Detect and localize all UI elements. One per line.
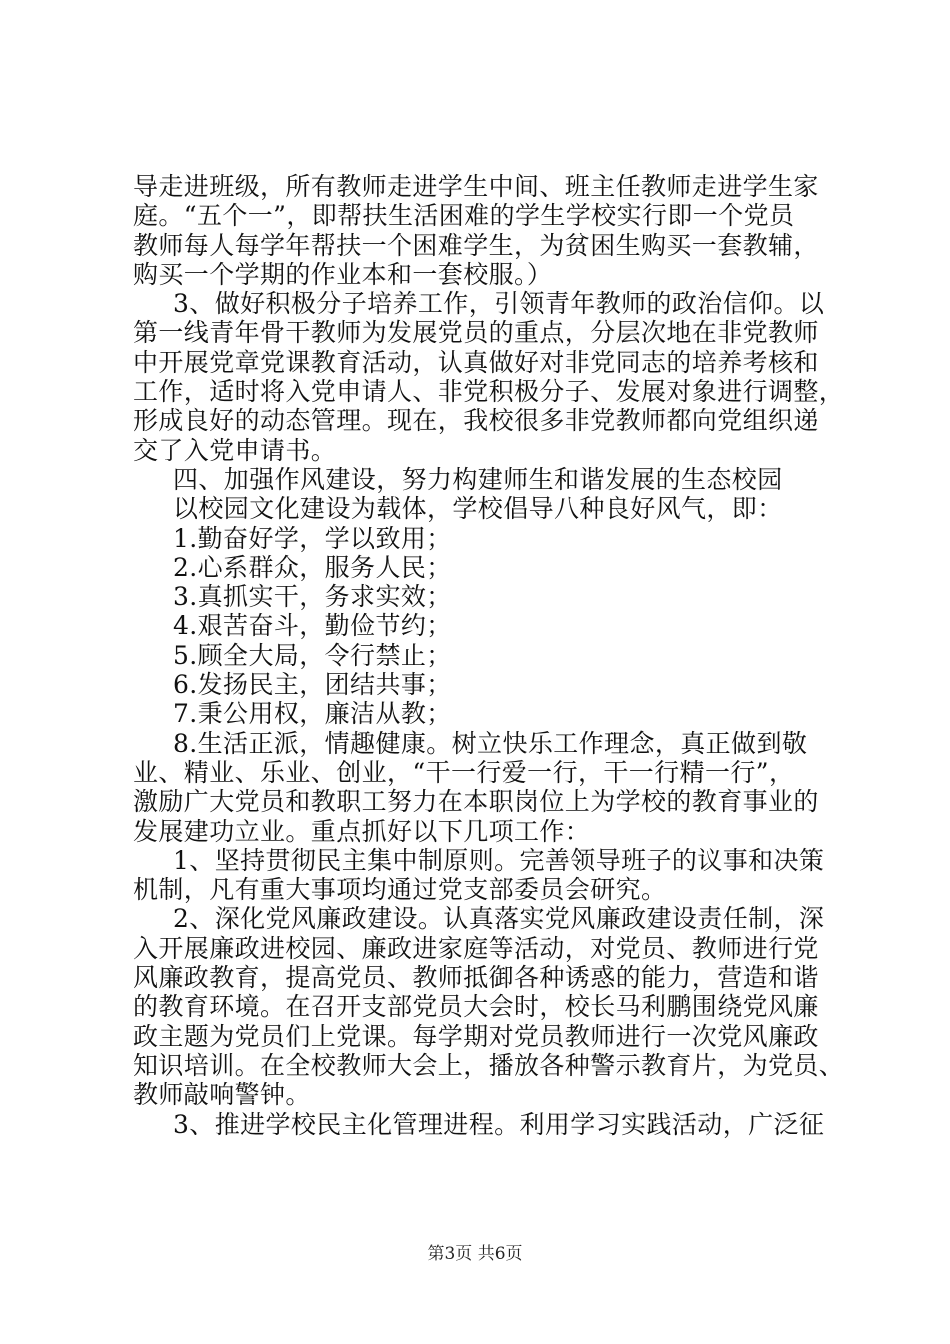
text-line: 中开展党章党课教育活动，认真做好对非党同志的培养考核和 xyxy=(133,347,819,377)
text-line: 风廉政教育，提高党员、教师抵御各种诱惑的能力，营造和谐 xyxy=(133,963,819,993)
text-line: 3、做好积极分子培养工作，引领青年教师的政治信仰。以 xyxy=(173,289,825,319)
text-line: 3、推进学校民主化管理进程。利用学习实践活动，广泛征 xyxy=(173,1109,825,1139)
text-line: 业、精业、乐业、创业，“干一行爱一行，干一行精一行”， xyxy=(133,757,795,787)
text-line: 购买一个学期的作业本和一套校服。） xyxy=(133,259,553,289)
text-line: 四、加强作风建设，努力构建师生和谐发展的生态校园 xyxy=(173,464,783,494)
text-line: 导走进班级，所有教师走进学生中间、班主任教师走进学生家 xyxy=(133,172,819,201)
text-line: 政主题为党员们上党课。每学期对党员教师进行一次党风廉政 xyxy=(133,1021,819,1051)
text-line: 5.顾全大局，令行禁止； xyxy=(173,640,452,670)
text-line: 3.真抓实干，务求实效； xyxy=(173,582,452,612)
text-line: 教师每人每学年帮扶一个困难学生，为贫困生购买一套教辅， xyxy=(133,230,819,260)
body-text xyxy=(133,172,845,1139)
text-line: 2.心系群众，服务人民； xyxy=(173,552,452,582)
text-line: 交了入党申请书。 xyxy=(133,435,337,465)
text-line: 以校园文化建设为载体，学校倡导八种良好风气，即： xyxy=(173,494,783,524)
text-line: 7.秉公用权，廉洁从教； xyxy=(173,699,452,729)
text-line: 6.发扬民主，团结共事； xyxy=(173,670,452,700)
text-line: 2、深化党风廉政建设。认真落实党风廉政建设责任制，深 xyxy=(173,904,825,934)
text-line: 1、坚持贯彻民主集中制原则。完善领导班子的议事和决策 xyxy=(173,845,825,875)
text-line: 发展建功立业。重点抓好以下几项工作： xyxy=(133,816,591,846)
text-line: 形成良好的动态管理。现在，我校很多非党教师都向党组织递 xyxy=(133,406,819,436)
page-number-footer: 第3页 共6页 xyxy=(427,1244,523,1264)
text-line: 8.生活正派，情趣健康。树立快乐工作理念，真正做到敬 xyxy=(173,728,808,758)
text-line: 入开展廉政进校园、廉政进家庭等活动，对党员、教师进行党 xyxy=(133,933,819,963)
text-line: 工作，适时将入党申请人、非党积极分子、发展对象进行调整， xyxy=(133,377,845,407)
text-line: 1.勤奋好学，学以致用； xyxy=(173,523,452,553)
text-line: 庭。“五个一”，即帮扶生活困难的学生学校实行即一个党员 xyxy=(133,201,795,231)
text-line: 机制，凡有重大事项均通过党支部委员会研究。 xyxy=(133,875,667,905)
text-line: 激励广大党员和教职工努力在本职岗位上为学校的教育事业的 xyxy=(133,787,819,817)
text-line: 教师敲响警钟。 xyxy=(133,1080,311,1110)
text-line: 的教育环境。在召开支部党员大会时，校长马利鹏围绕党风廉 xyxy=(133,992,819,1022)
text-line: 第一线青年骨干教师为发展党员的重点，分层次地在非党教师 xyxy=(133,318,819,348)
text-line: 4.艰苦奋斗，勤俭节约； xyxy=(173,611,452,641)
text-line: 知识培训。在全校教师大会上，播放各种警示教育片，为党员、 xyxy=(133,1050,845,1080)
